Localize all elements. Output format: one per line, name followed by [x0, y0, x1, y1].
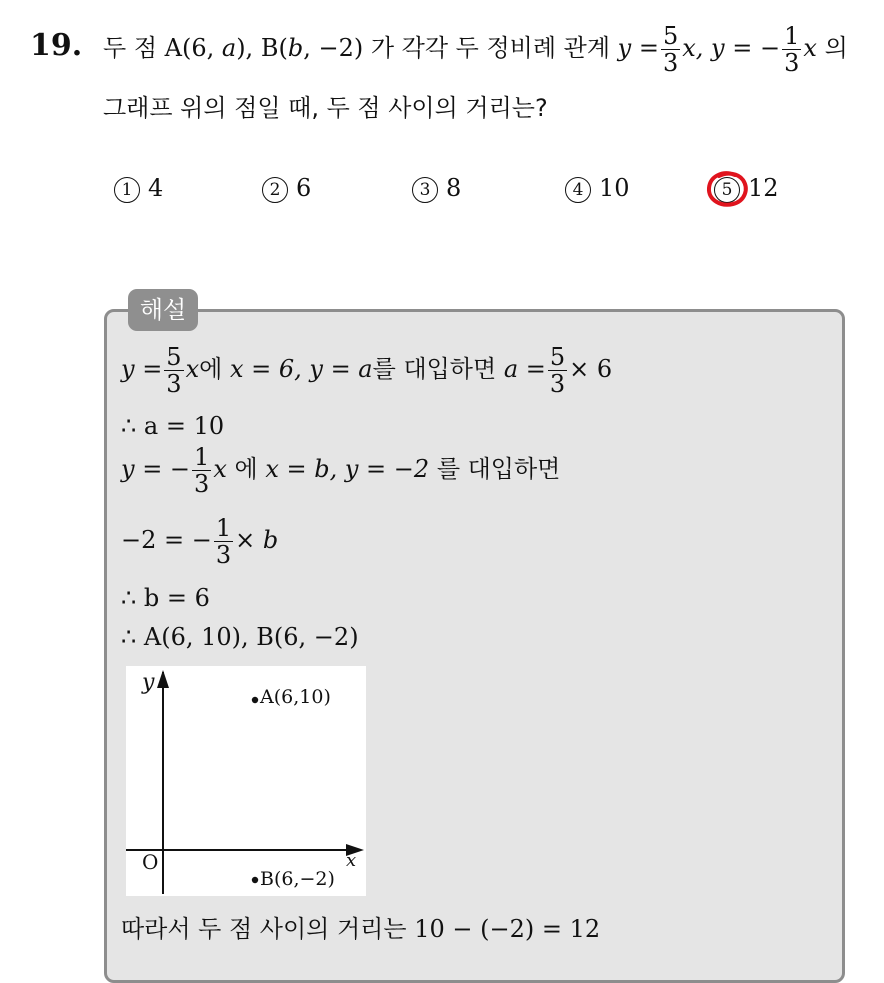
point-b: B(b, −2) — [260, 34, 364, 62]
solution-line-5: ∴ b = 6 — [121, 584, 210, 612]
choice-5-value: 12 — [748, 174, 779, 202]
choice-3-value: 8 — [446, 174, 462, 202]
y-axis-label: y — [142, 670, 155, 695]
coordinate-graph — [126, 666, 366, 896]
point-b-label: B(6,−2) — [260, 868, 335, 890]
choice-3[interactable] — [412, 174, 461, 203]
choice-4-value: 10 — [599, 174, 630, 202]
choice-1-mark: 1 — [114, 177, 140, 203]
solution-line-6: ∴ A(6, 10), B(6, −2) — [121, 623, 359, 651]
question-text-3: 의 — [824, 34, 848, 62]
point-a-dot — [252, 697, 258, 703]
question-line-2: 그래프 위의 점일 때, 두 점 사이의 거리는? — [103, 94, 548, 122]
y-axis-arrow — [157, 670, 169, 688]
answer-circle-mark — [705, 169, 751, 209]
origin-label: O — [142, 850, 159, 874]
question-line-1 — [103, 24, 848, 75]
point-b-dot — [252, 877, 258, 883]
choice-1[interactable] — [114, 174, 163, 203]
solution-line-2: ∴ a = 10 — [121, 412, 225, 440]
question-text-2: 가 각각 두 정비례 관계 — [370, 34, 611, 62]
choice-2[interactable] — [262, 174, 311, 203]
choice-1-value: 4 — [148, 174, 164, 202]
solution-line-1: y = $\frac{5}{3}$ x에 x = 6, y = a를 대입하면 a = $\frac{5}{3}$ × 6 — [121, 343, 613, 398]
equation-1: y = $\frac{5}{3}$ x, — [617, 22, 704, 77]
solution-final-line: 따라서 두 점 사이의 거리는 10 − (−2) = 12 — [121, 915, 601, 943]
solution-tag: 해설 — [128, 289, 198, 331]
question-number: 19. — [30, 28, 83, 63]
solution-line-4: −2 = − $\frac{1}{3}$ × b — [121, 514, 279, 569]
choice-3-mark: 3 — [412, 177, 438, 203]
question-text-1: 두 점 — [103, 34, 157, 62]
choice-4[interactable] — [565, 174, 630, 203]
x-axis-label: x — [346, 850, 357, 871]
equation-2: y = − $\frac{1}{3}$ x — [711, 22, 817, 77]
choice-5-mark: 5 — [714, 177, 740, 203]
point-a-label: A(6,10) — [260, 686, 331, 708]
point-a: A(6, a), — [164, 34, 254, 62]
choice-4-mark: 4 — [565, 177, 591, 203]
solution-line-3: y = − $\frac{1}{3}$ x 에 x = b, y = −2 를 대입하면 — [121, 443, 561, 498]
choice-2-value: 6 — [296, 174, 312, 202]
choice-2-mark: 2 — [262, 177, 288, 203]
